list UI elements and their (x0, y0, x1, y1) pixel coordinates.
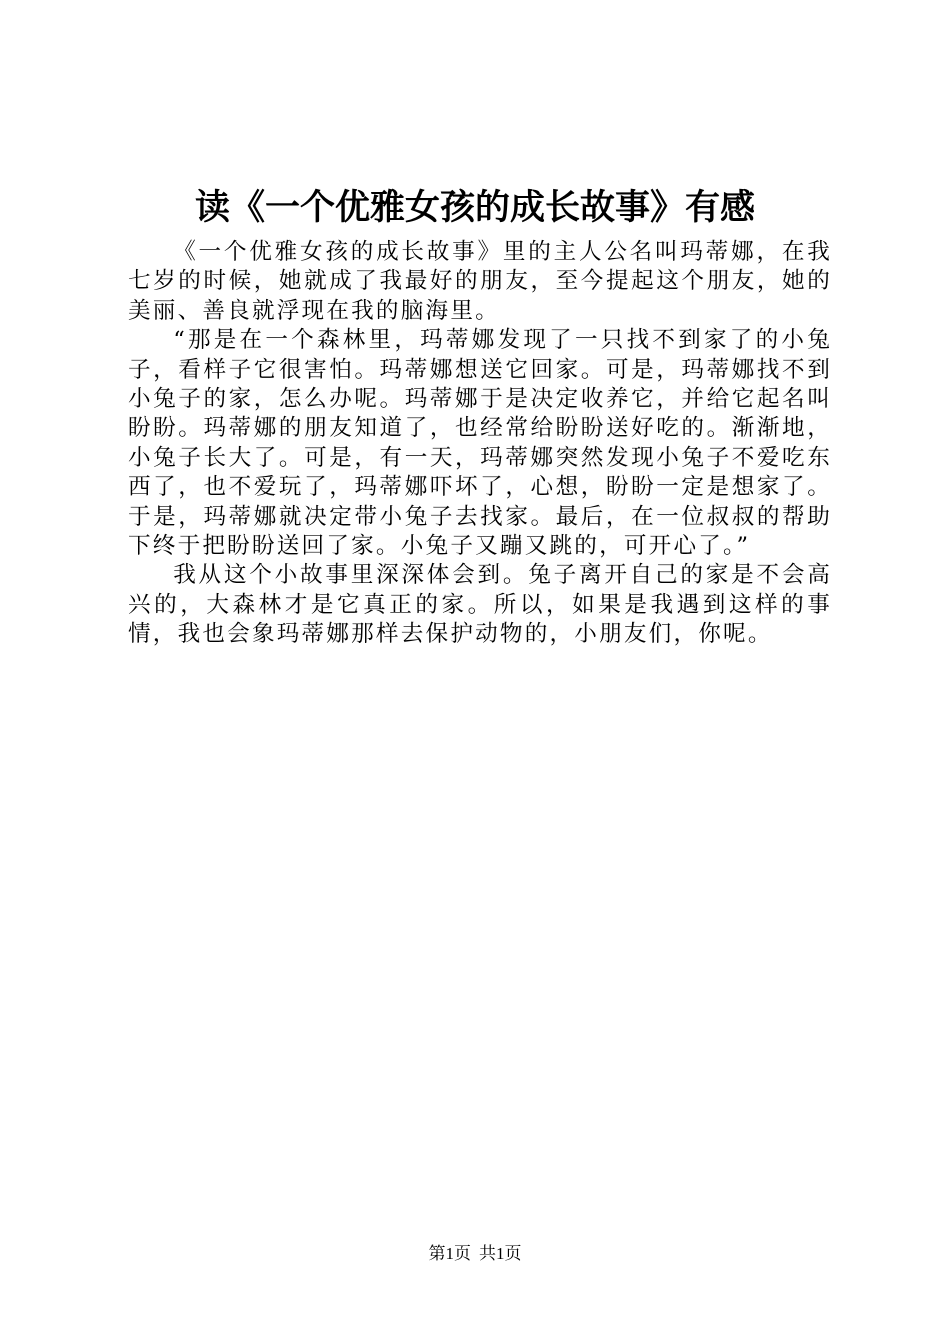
paragraph-1: 《一个优雅女孩的成长故事》里的主人公名叫玛蒂娜，在我七岁的时候，她就成了我最好的朋友，至今提起这个朋友，她的美丽、善良就浮现在我的脑海里。 (128, 239, 832, 324)
page-number-total: 共1页 (479, 1244, 522, 1263)
document-title: 读《一个优雅女孩的成长故事》有感 (194, 187, 755, 228)
document-body (128, 238, 832, 650)
paragraph-3: 我从这个小故事里深深体会到。兔子离开自己的家是不会高兴的，大森林才是它真正的家。所以，如果是我遇到这样的事情，我也会象玛蒂娜那样去保护动物的，小朋友们，你呢。 (128, 562, 832, 648)
page-footer (0, 1242, 950, 1266)
paragraph-2: “那是在一个森林里，玛蒂娜发现了一只找不到家了的小兔子，看样子它很害怕。玛蒂娜想送它回家。可是，玛蒂娜找不到小兔子的家，怎么办呢。玛蒂娜于是决定收养它，并给它起名叫盼盼。玛蒂娜的朋友知道了，也经常给盼盼送好吃的。渐渐地，小兔子长大了。可是，有一天，玛蒂娜突然发现小兔子不爱吃东西了，也不爱玩了，玛蒂娜吓坏了，心想，盼盼一定是想家了。于是，玛蒂娜就决定带小兔子去找家。最后，在一位叔叔的帮助下终于把盼盼送回了家。小兔子又蹦又跳的，可开心了。” (128, 327, 832, 560)
page-number-current: 第1页 (428, 1244, 471, 1263)
